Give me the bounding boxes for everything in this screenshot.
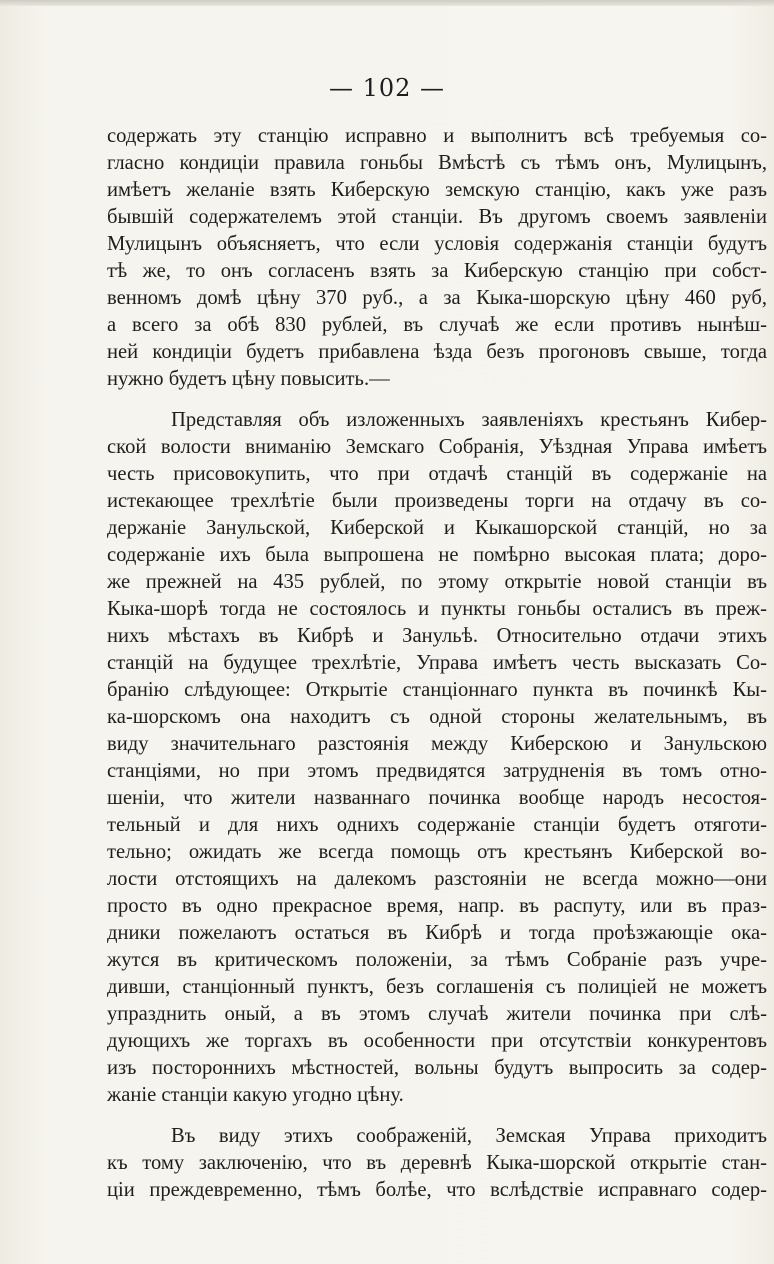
text-line: венномъ домѣ цѣну 370 руб., а за Кыка-шорскую цѣну 460 руб, [107, 287, 767, 309]
text-line: же прежней на 435 рублей, по этому открытіе новой станціи въ [107, 571, 767, 593]
text-line: упразднить оный, а въ этомъ случаѣ жители починка при слѣ- [107, 1003, 767, 1025]
text-line: виду значительнаго разстоянія между Киберскою и Занульскою [107, 733, 767, 755]
paragraph-2 [107, 407, 767, 1109]
paragraph-1 [107, 123, 767, 393]
text-line: ка-шорскомъ она находитъ съ одной стороны желательнымъ, въ [107, 706, 767, 728]
text-line: ской волости вниманію Земскаго Собранія, Уѣздная Управа имѣетъ [107, 436, 767, 458]
text-line: истекающее трехлѣтіе были произведены торги на отдачу въ со- [107, 490, 767, 512]
text-line: дующихъ же торгахъ въ особенности при отсутствіи конкурентовъ [107, 1030, 767, 1052]
text-line: ней кондиціи будетъ прибавлена ѣзда безъ прогоновъ свыше, тогда [107, 341, 767, 363]
paragraph-3 [107, 1123, 767, 1204]
text-line: Въ виду этихъ соображеній, Земская Управа приходитъ [171, 1125, 767, 1147]
text-line: держаніе Занульской, Киберской и Кыкашорской станцій, но за [107, 517, 767, 539]
text-line: жаніе станціи какую угодно цѣну. [107, 1084, 404, 1106]
text-line: имѣетъ желаніе взять Киберскую земскую станцію, какъ уже разъ [107, 179, 767, 201]
text-line: къ тому заключенію, что въ деревнѣ Кыка-шорской открытіе стан- [107, 1152, 767, 1174]
text-line: ціи преждевременно, тѣмъ болѣе, что вслѣдствіе исправнаго содер- [107, 1179, 767, 1201]
text-line: дивши, станціонный пунктъ, безъ соглашенія съ полиціей не можетъ [107, 976, 767, 998]
text-line: изъ постороннихъ мѣстностей, вольны будутъ выпросить за содер- [107, 1057, 767, 1079]
text-line: а всего за обѣ 830 рублей, въ случаѣ же если противъ нынѣш- [107, 314, 767, 336]
text-line: гласно кондиціи правила гоньбы Вмѣстѣ съ тѣмъ онъ, Мулицынъ, [107, 152, 767, 174]
text-line: бранію слѣдующее: Открытіе станціоннаго пункта въ починкѣ Кы- [107, 679, 767, 701]
text-line: дники пожелаютъ остаться въ Кибрѣ и тогда проѣзжающіе ока- [107, 922, 767, 944]
text-line: жутся въ критическомъ положеніи, за тѣмъ Собраніе разъ учре- [107, 949, 767, 971]
page-top-edge [0, 0, 774, 6]
text-line: лости отстоящихъ на далекомъ разстояніи не всегда можно—они [107, 868, 767, 890]
text-line: Представляя объ изложенныхъ заявленіяхъ крестьянъ Кибер- [171, 409, 767, 431]
text-line: тельный и для нихъ однихъ содержаніе станціи будетъ отяготи- [107, 814, 767, 836]
text-line: тѣ же, то онъ согласенъ взять за Киберскую станцію при собст- [107, 260, 767, 282]
text-line: содержать эту станцію исправно и выполнитъ всѣ требуемыя со- [107, 125, 767, 147]
text-line: Кыка-шорѣ тогда не состоялось и пункты гоньбы осталисъ въ преж- [107, 598, 767, 620]
paragraph-gap [107, 1109, 767, 1123]
text-line: нихъ мѣстахъ въ Кибрѣ и Занульѣ. Относительно отдачи этихъ [107, 625, 767, 647]
page-number: — 102 — [328, 74, 446, 102]
body-text [107, 123, 767, 1204]
text-line: станціями, но при этомъ предвидятся затрудненія въ томъ отно- [107, 760, 767, 782]
paragraph-gap [107, 393, 767, 407]
text-line: нужно будетъ цѣну повысить.— [107, 368, 390, 390]
text-line: просто въ одно прекрасное время, напр. въ распуту, или въ праз- [107, 895, 767, 917]
text-line: тельно; ожидать же всегда помощь отъ крестьянъ Киберской во- [107, 841, 767, 863]
text-line: шеніи, что жители названнаго починка вообще народъ несостоя- [107, 787, 767, 809]
text-line: честь присовокупить, что при отдачѣ станцій въ содержаніе на [107, 463, 767, 485]
text-line: станцій на будущее трехлѣтіе, Управа имѣетъ честь высказать Со- [107, 652, 767, 674]
text-line: бывшій содержателемъ этой станціи. Въ другомъ своемъ заявленіи [107, 206, 767, 228]
text-line: Мулицынъ объясняетъ, что если условія содержанія станціи будутъ [107, 233, 767, 255]
text-line: содержаніе ихъ была выпрошена не помѣрно высокая плата; доро- [107, 544, 767, 566]
